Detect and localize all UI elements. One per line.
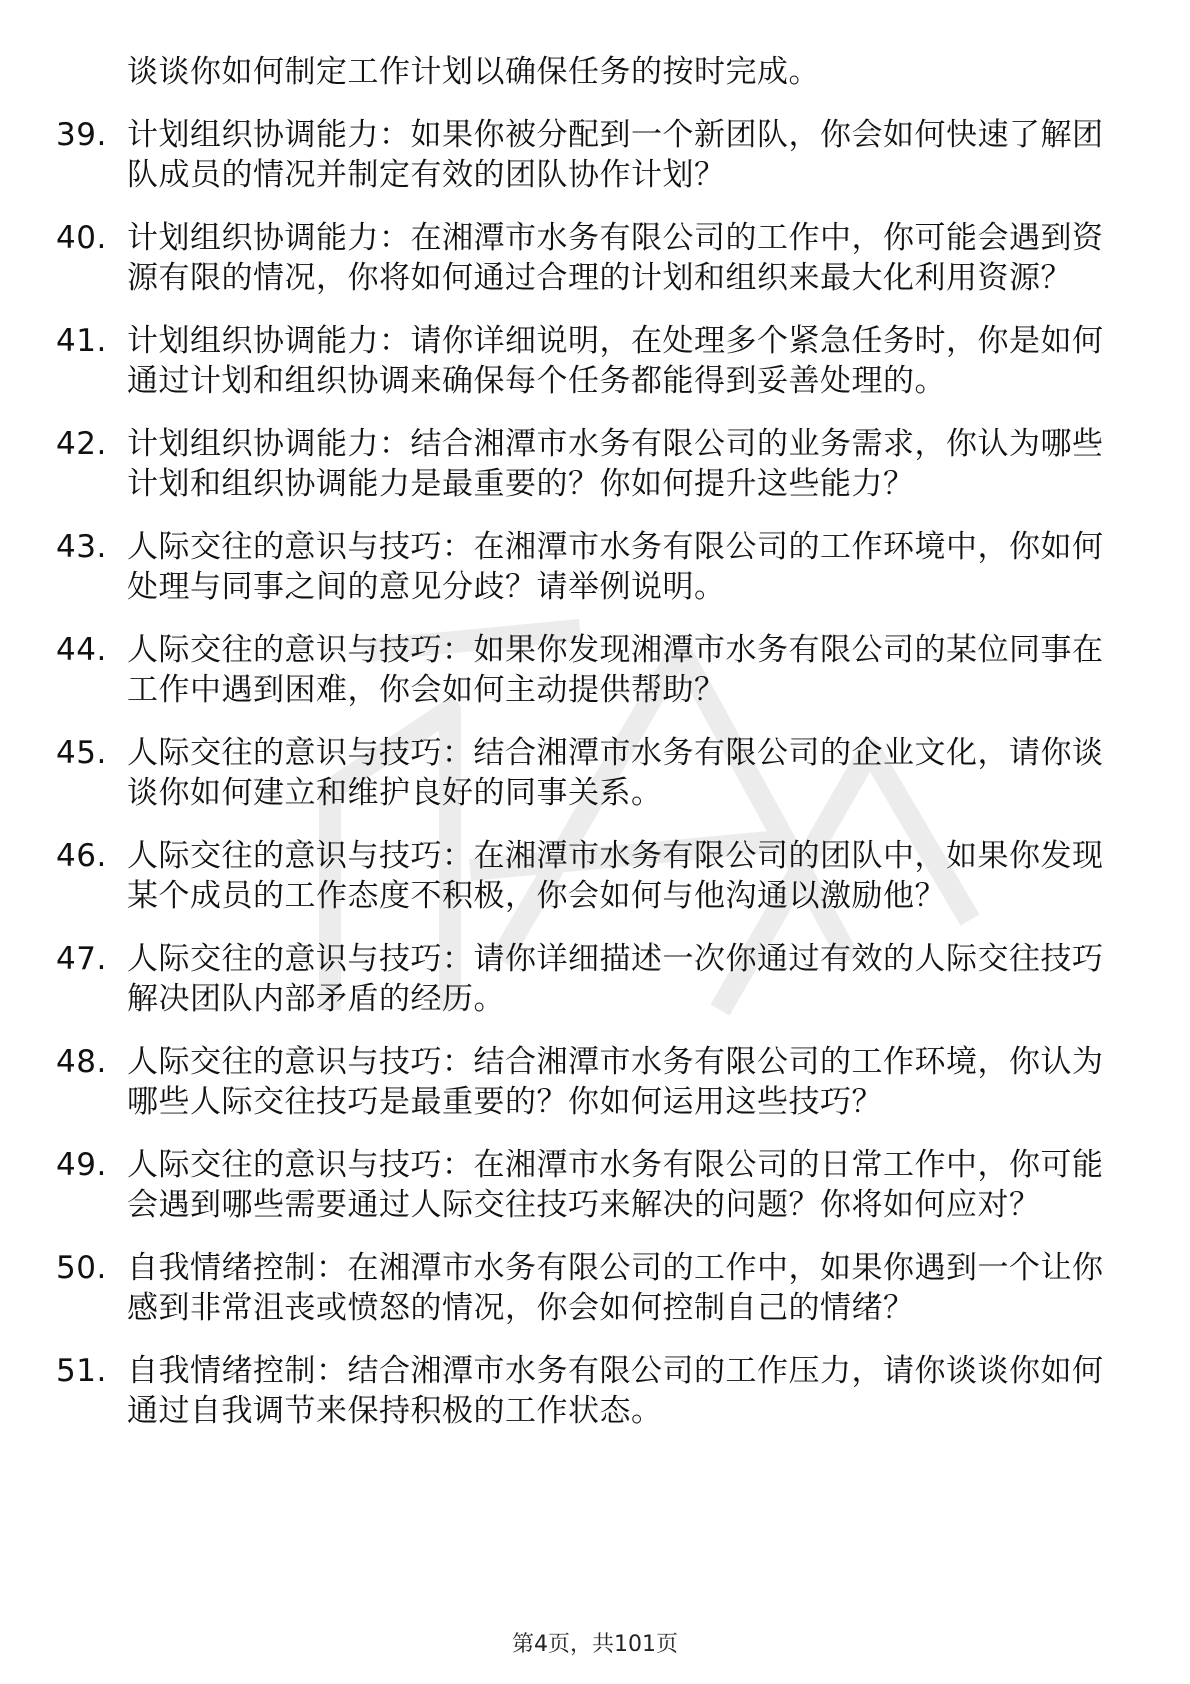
- question-item-44: [0, 630, 1117, 710]
- question-number: 50.: [56, 1250, 107, 1286]
- question-number: 48.: [56, 1044, 107, 1080]
- question-text: 人际交往的意识与技巧：在湘潭市水务有限公司的团队中，如果你发现某个成员的工作态度不积极，你会如何与他沟通以激励他？: [127, 838, 1104, 914]
- question-text: 人际交往的意识与技巧：在湘潭市水务有限公司的日常工作中，你可能会遇到哪些需要通过人际交往技巧来解决的问题？你将如何应对？: [127, 1147, 1104, 1223]
- question-number: 49.: [56, 1147, 107, 1183]
- question-number: 43.: [56, 529, 107, 565]
- question-number: 41.: [56, 323, 107, 359]
- question-item-51: [0, 1351, 1117, 1431]
- question-text: 人际交往的意识与技巧：如果你发现湘潭市水务有限公司的某位同事在工作中遇到困难，你会如何主动提供帮助？: [127, 632, 1104, 708]
- question-item-46: [0, 836, 1117, 916]
- question-item-41: [0, 321, 1117, 401]
- question-number: 40.: [56, 220, 107, 256]
- question-number: 44.: [56, 632, 107, 668]
- question-item-40: [0, 218, 1117, 298]
- question-item-49: [0, 1145, 1117, 1225]
- question-text: 计划组织协调能力：结合湘潭市水务有限公司的业务需求，你认为哪些计划和组织协调能力是最重要的？你如何提升这些能力？: [127, 426, 1104, 502]
- question-text: 人际交往的意识与技巧：请你详细描述一次你通过有效的人际交往技巧解决团队内部矛盾的经历。: [127, 941, 1104, 1017]
- question-item-47: [0, 939, 1117, 1019]
- question-item-48: [0, 1042, 1117, 1122]
- question-list: [0, 115, 1190, 1454]
- question-item-42: [0, 424, 1117, 504]
- question-text: 人际交往的意识与技巧：在湘潭市水务有限公司的工作环境中，你如何处理与同事之间的意见分歧？请举例说明。: [127, 529, 1104, 605]
- question-item-39: [0, 115, 1117, 195]
- question-text: 计划组织协调能力：如果你被分配到一个新团队，你会如何快速了解团队成员的情况并制定有效的团队协作计划？: [127, 117, 1104, 193]
- question-text: 自我情绪控制：在湘潭市水务有限公司的工作中，如果你遇到一个让你感到非常沮丧或愤怒的情况，你会如何控制自己的情绪？: [127, 1250, 1104, 1326]
- question-item-43: [0, 527, 1117, 607]
- question-item-45: [0, 733, 1117, 813]
- question-number: 45.: [56, 735, 107, 771]
- question-text: 人际交往的意识与技巧：结合湘潭市水务有限公司的企业文化，请你谈谈你如何建立和维护良好的同事关系。: [127, 735, 1104, 811]
- question-number: 46.: [56, 838, 107, 874]
- continuation-text: 谈谈你如何制定工作计划以确保任务的按时完成。: [127, 54, 820, 90]
- question-text: 自我情绪控制：结合湘潭市水务有限公司的工作压力，请你谈谈你如何通过自我调节来保持积极的工作状态。: [127, 1353, 1104, 1429]
- question-number: 42.: [56, 426, 107, 462]
- question-number: 39.: [56, 117, 107, 153]
- question-item-50: [0, 1248, 1117, 1328]
- question-text: 计划组织协调能力：请你详细说明，在处理多个紧急任务时，你是如何通过计划和组织协调来确保每个任务都能得到妥善处理的。: [127, 323, 1104, 399]
- question-text: 人际交往的意识与技巧：结合湘潭市水务有限公司的工作环境，你认为哪些人际交往技巧是最重要的？你如何运用这些技巧？: [127, 1044, 1104, 1120]
- question-number: 51.: [56, 1353, 107, 1389]
- question-number: 47.: [56, 941, 107, 977]
- page-footer: 第4页，共101页: [512, 1632, 678, 1657]
- question-text: 计划组织协调能力：在湘潭市水务有限公司的工作中，你可能会遇到资源有限的情况，你将如何通过合理的计划和组织来最大化利用资源？: [127, 220, 1104, 296]
